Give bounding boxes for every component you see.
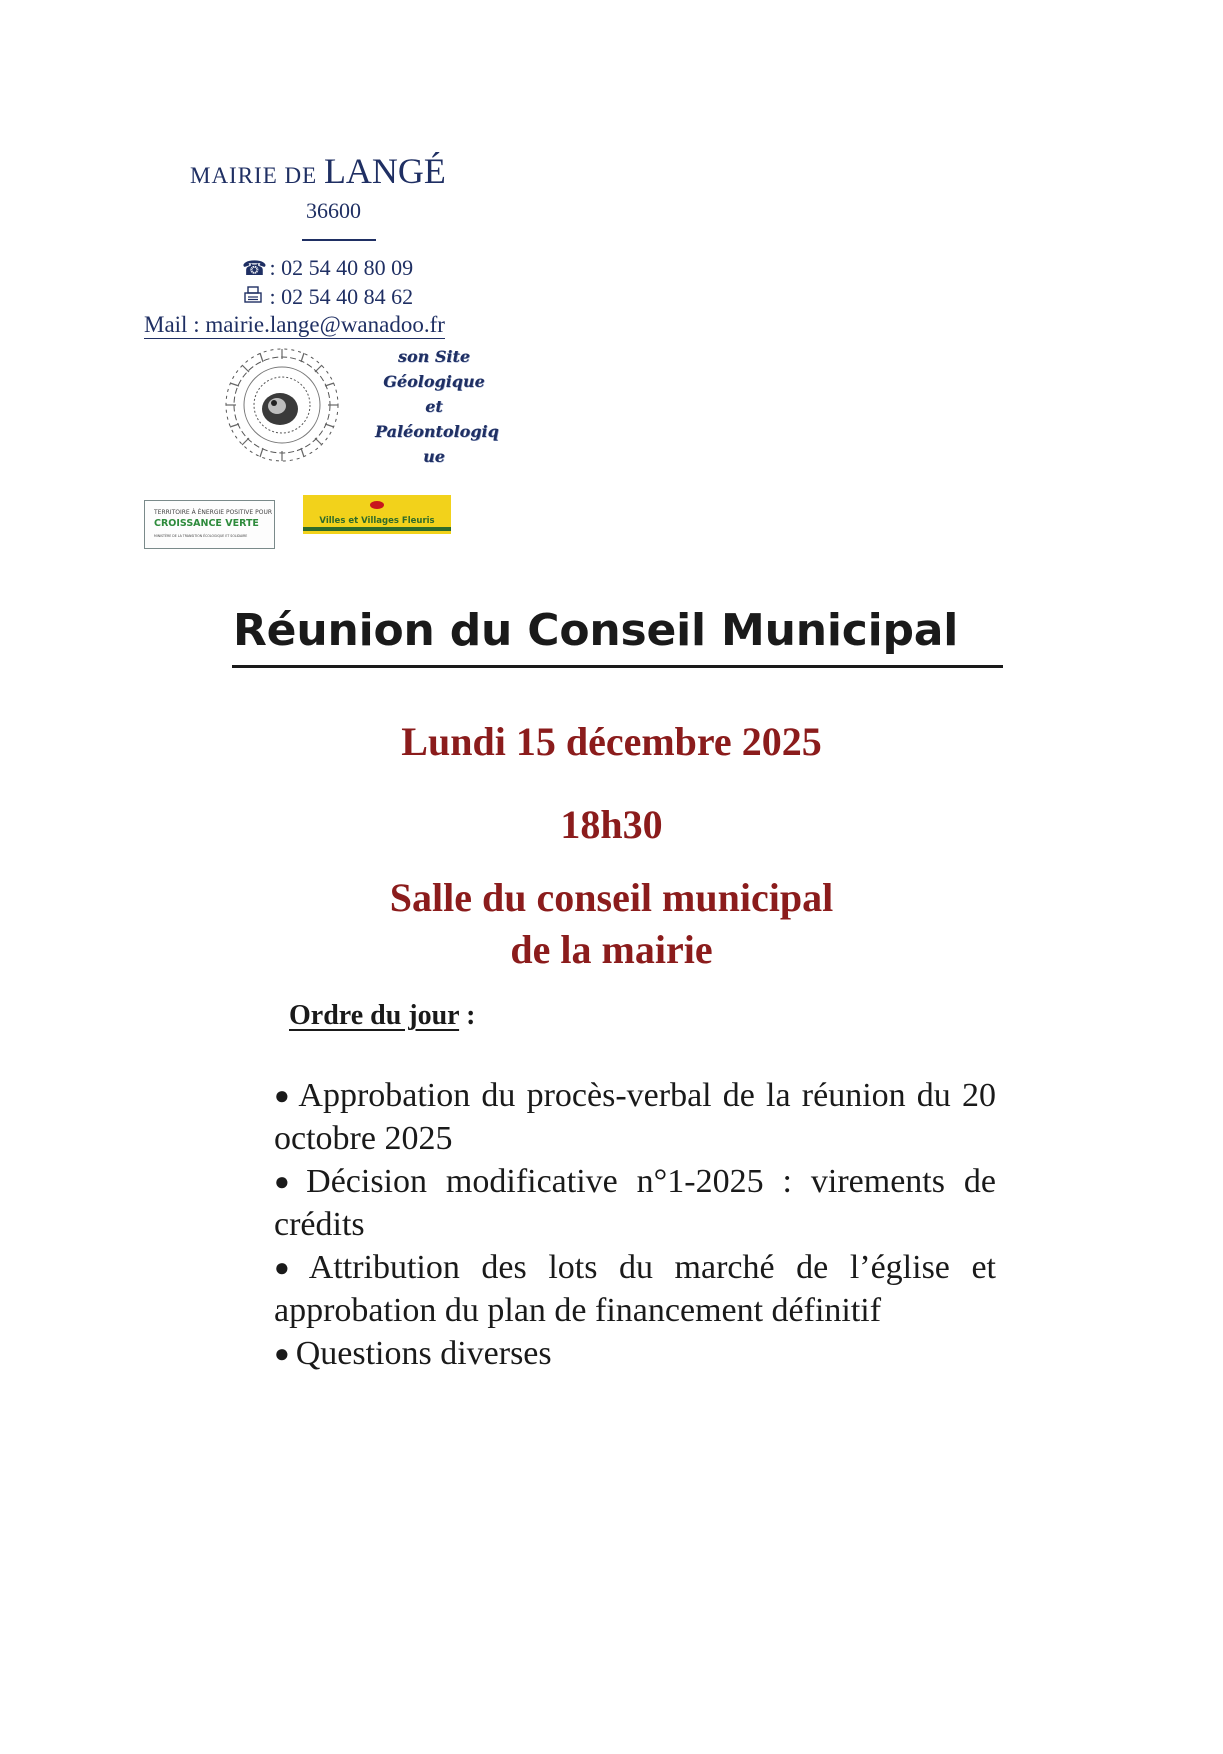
mail-link[interactable]: Mail : mairie.lange@wanadoo.fr [144, 312, 445, 337]
ammonite-logo [220, 343, 344, 467]
tepcv-badge [144, 500, 275, 549]
postcode: 36600 [306, 198, 361, 223]
title-underline [232, 665, 1003, 668]
meeting-time: 18h30 [560, 802, 663, 847]
mairie-town: LANGÉ [323, 151, 446, 191]
mairie-prefix: MAIRIE DE [190, 163, 324, 188]
villes-fleuris-badge [303, 495, 451, 534]
agenda-item-text: Questions diverses [295, 1335, 552, 1372]
agenda-item [274, 1332, 996, 1375]
agenda-list [274, 1074, 996, 1375]
page-title: Réunion du Conseil Municipal [233, 605, 959, 656]
villes-label: Villes et Villages Fleuris [319, 516, 435, 526]
geo-line: Paléontologiq [375, 422, 499, 441]
bullet-icon: ● [274, 1167, 301, 1196]
agenda-item-text: Décision modificative n°1-2025 : virements de crédits [274, 1163, 996, 1243]
geo-line: ue [423, 447, 445, 466]
phone-number: : 02 54 40 80 09 [264, 255, 414, 280]
agenda-item-text: Attribution des lots du marché de l’église et approbation du plan de financement définitif [274, 1249, 996, 1329]
bullet-icon: ● [274, 1339, 290, 1368]
place-line-1: Salle du conseil municipal [389, 875, 834, 920]
mairie-name [190, 150, 446, 192]
place-line-2: de la mairie [510, 927, 713, 972]
geo-line: son Site [397, 347, 471, 366]
phone-line [242, 255, 413, 281]
agenda-item [274, 1074, 996, 1160]
bullet-icon: ● [274, 1081, 293, 1110]
telephone-icon: ☎ [242, 258, 267, 280]
tepcv-line1: TERRITOIRE À ÉNERGIE POSITIVE POUR LA [154, 509, 273, 516]
geo-line: et [425, 397, 443, 416]
flower-icon [370, 501, 384, 509]
agenda-heading-colon: : [459, 1000, 476, 1031]
fax-number: : 02 54 40 84 62 [264, 284, 414, 309]
fax-icon [242, 286, 264, 310]
agenda-item [274, 1160, 996, 1246]
geo-site-caption [375, 344, 499, 469]
bullet-icon: ● [274, 1253, 303, 1282]
meeting-place [0, 872, 1223, 976]
tepcv-line3: MINISTÈRE DE LA TRANSITION ÉCOLOGIQUE ET SOLIDAIRE [154, 534, 248, 538]
agenda-item-text: Approbation du procès-verbal de la réunion du 20 octobre 2025 [274, 1077, 996, 1157]
tepcv-line2: CROISSANCE VERTE [154, 518, 259, 529]
agenda-item [274, 1246, 996, 1332]
agenda-heading-text: Ordre du jour [289, 1000, 460, 1031]
geo-line: Géologique [383, 372, 485, 391]
fax-line [242, 284, 413, 310]
agenda-heading [289, 1000, 475, 1032]
header-divider [302, 239, 376, 241]
meeting-date: Lundi 15 décembre 2025 [401, 719, 822, 764]
